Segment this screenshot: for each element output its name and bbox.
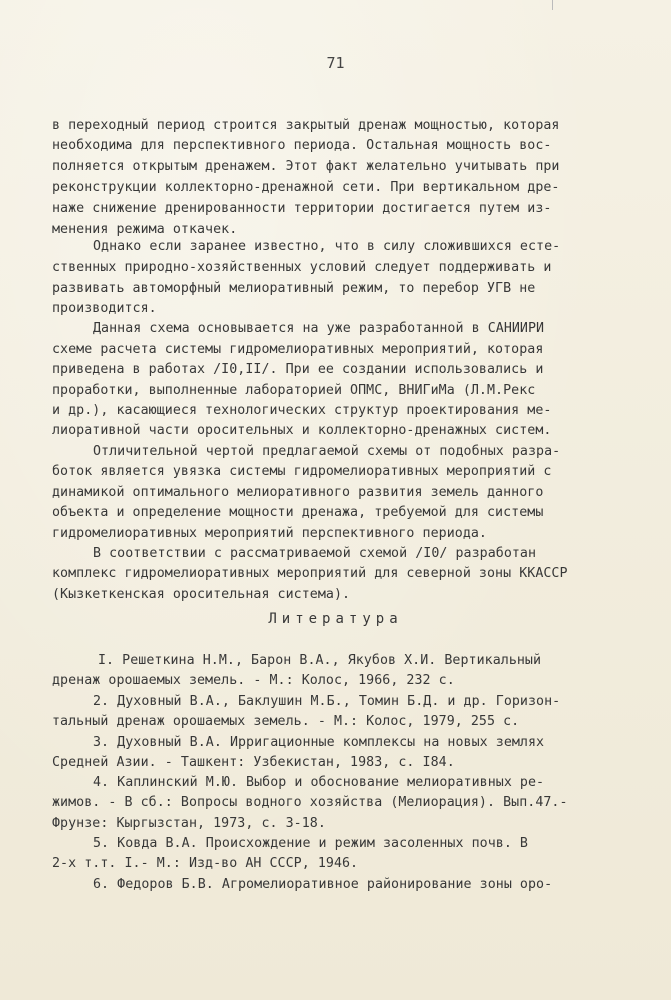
text-line: Однако если заранее известно, что в силу сложившихся есте-: [93, 239, 561, 254]
edge-mark: [552, 0, 553, 10]
text-line: развивать автоморфный мелиоративный режим, то перебор УГВ не: [52, 281, 536, 296]
text-line: 4. Каплинский М.Ю. Выбор и обоснование мелиоративных ре-: [93, 775, 545, 790]
text-line: В соответствии с рассматриваемой схемой /I0/ разработан: [93, 546, 537, 561]
text-line: 2-х т.т. I.- М.: Изд-во АН СССР, 1946.: [52, 856, 359, 871]
text-line: Фрунзе: Кыргызстан, 1973, с. 3-18.: [52, 816, 326, 831]
text-line: динамикой оптимального мелиоративного развития земель данного: [52, 485, 544, 500]
text-line: дренаж орошаемых земель. - М.: Колос, 1966, 232 с.: [52, 673, 455, 688]
text-line: производится.: [52, 301, 157, 316]
text-line: комплекс гидромелиоративных мероприятий для северной зоны ККАССР: [52, 566, 568, 581]
text-line: 6. Федоров Б.В. Агромелиоративное районирование зоны оро-: [93, 877, 553, 892]
text-line: объекта и определение мощности дренажа, требуемой для системы: [52, 505, 544, 520]
text-line: проработки, выполненные лабораторией ОПМС, ВНИГиМа (Л.М.Рекс: [52, 383, 536, 398]
text-line: тальный дренаж орошаемых земель. - М.: Колос, 1979, 255 с.: [52, 714, 520, 729]
text-line: Средней Азии. - Ташкент: Узбекистан, 1983, с. I84.: [52, 755, 455, 770]
text-line: менения режима откачек.: [52, 222, 238, 237]
text-line: боток является увязка системы гидромелиоративных мероприятий с: [52, 464, 552, 479]
text-line: жимов. - В сб.: Вопросы водного хозяйства (Мелиорация). Вып.47.-: [52, 795, 568, 810]
text-line: реконструкции коллекторно-дренажной сети. При вертикальном дре-: [52, 180, 560, 195]
text-line: лиоративной части оросительных и коллекторно-дренажных систем.: [52, 423, 552, 438]
text-line: (Кызкеткенская оросительная система).: [52, 587, 351, 602]
text-line: полняется открытым дренажем. Этот факт желательно учитывать при: [52, 159, 560, 174]
text-line: Данная схема основывается на уже разработанной в САНИИРИ: [93, 321, 545, 336]
page-number: 71: [326, 54, 345, 72]
text-line: гидромелиоративных мероприятий перспективного периода.: [52, 526, 487, 541]
text-line: наже снижение дренированности территории достигается путем из-: [52, 201, 552, 216]
references-heading: Литература: [268, 611, 403, 627]
text-line: 3. Духовный В.А. Ирригационные комплексы на новых землях: [93, 735, 545, 750]
text-line: 2. Духовный В.А., Баклушин М.Б., Томин Б.Д. и др. Горизон-: [93, 694, 561, 709]
text-line: ственных природно-хозяйственных условий следует поддерживать и: [52, 260, 552, 275]
text-line: приведена в работах /I0,II/. При ее создании использовались и: [52, 362, 544, 377]
text-line: и др.), касающиеся технологических структур проектирования ме-: [52, 403, 552, 418]
text-line: необходима для перспективного периода. Остальная мощность вос-: [52, 138, 552, 153]
text-line: схеме расчета системы гидромелиоративных мероприятий, которая: [52, 342, 544, 357]
text-line: I. Решеткина Н.М., Барон В.А., Якубов Х.И. Вертикальный: [98, 653, 542, 668]
text-line: Отличительной чертой предлагаемой схемы от подобных разра-: [93, 444, 561, 459]
text-line: в переходный период строится закрытый дренаж мощностью, которая: [52, 118, 560, 133]
text-line: 5. Ковда В.А. Происхождение и режим засоленных почв. В: [93, 836, 528, 851]
